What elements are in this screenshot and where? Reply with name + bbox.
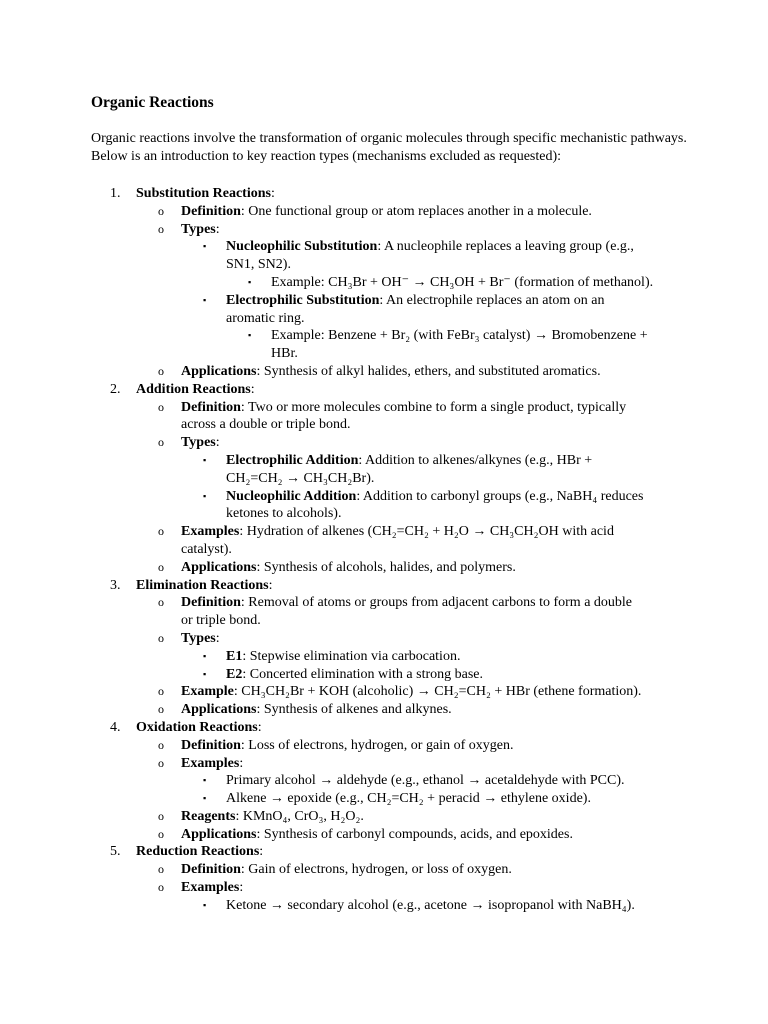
bullet-marker: o — [158, 702, 164, 717]
outline-line — [0, 719, 768, 737]
bullet-marker: o — [158, 363, 164, 378]
bullet-marker: ▪ — [203, 775, 207, 786]
line-text: CH₂=CH₂ → CH₃CH₂Br). — [226, 470, 375, 486]
line-text: : — [257, 719, 262, 735]
line-text: across a double or triple bond. — [181, 417, 351, 433]
term-label: Addition Reactions — [136, 381, 251, 397]
bullet-marker: o — [158, 399, 164, 414]
page-title: Organic Reactions — [91, 94, 214, 111]
term-label: Definition — [181, 862, 241, 878]
term-label: Reagents — [181, 808, 236, 824]
bullet-marker: ▪ — [248, 276, 252, 287]
outline-line — [0, 826, 768, 844]
bullet-marker: o — [158, 203, 164, 218]
line-text: : — [215, 435, 220, 451]
line-text: : KMnO₄, CrO₃, H₂O₂. — [235, 808, 364, 824]
outline-line — [0, 221, 768, 239]
bullet-marker: ▪ — [248, 330, 252, 341]
line-text: Primary alcohol → aldehyde (e.g., ethanol → acetaldehyde with PCC). — [226, 773, 625, 789]
line-text: ketones to alcohols). — [226, 506, 342, 522]
outline-line — [0, 879, 768, 897]
term-label: Applications — [181, 826, 257, 842]
term-label: Definition — [181, 203, 241, 219]
line-text: : Loss of electrons, hydrogen, or gain of oxygen. — [240, 737, 514, 753]
bullet-marker: o — [158, 808, 164, 823]
term-label: Electrophilic Addition — [226, 452, 359, 468]
line-text: : Removal of atoms or groups from adjacent carbons to form a double — [240, 595, 633, 611]
line-text: : Gain of electrons, hydrogen, or loss of oxygen. — [240, 862, 512, 878]
bullet-marker: o — [158, 630, 164, 645]
list-number: 5. — [110, 844, 121, 860]
line-text: : Synthesis of alkenes and alkynes. — [256, 702, 452, 718]
term-label: Definition — [181, 595, 241, 611]
bullet-marker: ▪ — [203, 899, 207, 910]
outline-line — [0, 612, 768, 630]
line-text: Example: CH₃Br + OH⁻ → CH₃OH + Br⁻ (formation of methanol). — [271, 274, 654, 290]
outline-line — [0, 203, 768, 221]
term-label: Types — [181, 221, 216, 237]
term-label: Nucleophilic Addition — [226, 488, 357, 504]
bullet-marker: o — [158, 862, 164, 877]
term-label: Examples — [181, 755, 240, 771]
line-text: : CH₃CH₂Br + KOH (alcoholic) → CH₂=CH₂ + HBr (ethene formation). — [233, 684, 642, 700]
line-text: HBr. — [271, 346, 298, 362]
bullet-marker: o — [158, 684, 164, 699]
line-text: : Addition to carbonyl groups (e.g., NaBH₄ reduces — [356, 488, 644, 504]
outline-line — [0, 897, 768, 915]
outline-line — [0, 470, 768, 488]
line-text: : — [215, 221, 220, 237]
outline-line — [0, 381, 768, 399]
outline-line — [0, 416, 768, 434]
line-text: Ketone → secondary alcohol (e.g., acetone → isopropanol with NaBH₄). — [226, 897, 635, 913]
line-text: : — [259, 844, 264, 860]
outline-line — [0, 808, 768, 826]
line-text: Example: Benzene + Br₂ (with FeBr₃ catalyst) → Bromobenzene + — [271, 328, 648, 344]
bullet-marker: o — [158, 737, 164, 752]
term-label: Examples — [181, 524, 240, 540]
line-text: : — [215, 630, 220, 646]
outline-line — [0, 737, 768, 755]
list-number: 4. — [110, 719, 121, 735]
outline-line — [0, 274, 768, 292]
line-text: : Synthesis of carbonyl compounds, acids, and epoxides. — [256, 826, 573, 842]
bullet-marker: o — [158, 755, 164, 770]
outline-line — [0, 683, 768, 701]
term-label: Substitution Reactions — [136, 186, 271, 201]
term-label: Electrophilic Substitution — [226, 292, 380, 308]
outline-line — [0, 399, 768, 417]
bullet-marker: ▪ — [203, 668, 207, 679]
line-text: : Stepwise elimination via carbocation. — [242, 648, 461, 664]
reaction-outline — [0, 185, 768, 915]
bullet-marker: o — [158, 826, 164, 841]
intro-paragraph: Organic reactions involve the transformation of organic molecules through specific mechanistic pathways. Below is an introduction to key reaction types (mechanisms excluded as requested): — [91, 131, 687, 164]
outline-line — [0, 310, 768, 328]
line-text: : Synthesis of alkyl halides, ethers, and substituted aromatics. — [256, 363, 601, 379]
bullet-marker: ▪ — [203, 294, 207, 305]
outline-line — [0, 185, 768, 203]
list-number: 1. — [110, 186, 121, 201]
bullet-marker: o — [158, 880, 164, 895]
bullet-marker: o — [158, 221, 164, 236]
term-label: E1 — [226, 648, 243, 664]
line-text: : — [270, 186, 275, 201]
outline-line — [0, 327, 768, 345]
outline-line — [0, 861, 768, 879]
line-text: : One functional group or atom replaces another in a molecule. — [240, 203, 592, 219]
term-label: Types — [181, 435, 216, 451]
outline-line — [0, 256, 768, 274]
line-text: aromatic ring. — [226, 310, 305, 326]
outline-line — [0, 292, 768, 310]
line-text: or triple bond. — [181, 613, 261, 629]
line-text: : Addition to alkenes/alkynes (e.g., HBr + — [358, 452, 593, 468]
outline-line — [0, 843, 768, 861]
line-text: Alkene → epoxide (e.g., CH₂=CH₂ + peracid → ethylene oxide). — [226, 791, 591, 807]
outline-line — [0, 559, 768, 577]
bullet-marker: o — [158, 524, 164, 539]
list-number: 2. — [110, 381, 121, 397]
term-label: Definition — [181, 737, 241, 753]
bullet-marker: ▪ — [203, 650, 207, 661]
outline-line — [0, 363, 768, 381]
outline-line — [0, 648, 768, 666]
outline-line — [0, 488, 768, 506]
outline-line — [0, 523, 768, 541]
outline-line — [0, 345, 768, 363]
term-label: Nucleophilic Substitution — [226, 239, 378, 255]
outline-line — [0, 790, 768, 808]
term-label: Example — [181, 684, 234, 700]
term-label: Oxidation Reactions — [136, 719, 258, 735]
line-text: : — [268, 577, 273, 593]
term-label: E2 — [226, 666, 243, 682]
line-text: catalyst). — [181, 541, 232, 557]
term-label: Applications — [181, 702, 257, 718]
bullet-marker: o — [158, 435, 164, 450]
line-text: : Hydration of alkenes (CH₂=CH₂ + H₂O → CH₃CH₂OH with acid — [239, 524, 614, 540]
line-text: : An electrophile replaces an atom on an — [379, 292, 605, 308]
line-text: : — [250, 381, 255, 397]
bullet-marker: ▪ — [203, 454, 207, 465]
bullet-marker: ▪ — [203, 490, 207, 501]
outline-line — [0, 630, 768, 648]
line-text: : Synthesis of alcohols, halides, and polymers. — [256, 559, 516, 575]
term-label: Reduction Reactions — [136, 844, 260, 860]
bullet-marker: o — [158, 595, 164, 610]
term-label: Applications — [181, 363, 257, 379]
line-text: SN1, SN2). — [226, 257, 291, 273]
outline-line — [0, 772, 768, 790]
outline-line — [0, 541, 768, 559]
term-label: Applications — [181, 559, 257, 575]
outline-line — [0, 666, 768, 684]
bullet-marker: ▪ — [203, 793, 207, 804]
term-label: Elimination Reactions — [136, 577, 269, 593]
bullet-marker: ▪ — [203, 241, 207, 252]
outline-line — [0, 755, 768, 773]
term-label: Definition — [181, 399, 241, 415]
line-text: : Two or more molecules combine to form a single product, typically — [240, 399, 627, 415]
list-number: 3. — [110, 577, 121, 593]
outline-line — [0, 452, 768, 470]
term-label: Types — [181, 630, 216, 646]
outline-line — [0, 238, 768, 256]
outline-line — [0, 434, 768, 452]
line-text: : Concerted elimination with a strong base. — [242, 666, 484, 682]
outline-line — [0, 701, 768, 719]
line-text: : — [239, 880, 244, 896]
outline-line — [0, 577, 768, 595]
outline-line — [0, 505, 768, 523]
outline-line — [0, 594, 768, 612]
bullet-marker: o — [158, 559, 164, 574]
line-text: : A nucleophile replaces a leaving group (e.g., — [377, 239, 634, 255]
term-label: Examples — [181, 880, 240, 896]
line-text: : — [239, 755, 244, 771]
